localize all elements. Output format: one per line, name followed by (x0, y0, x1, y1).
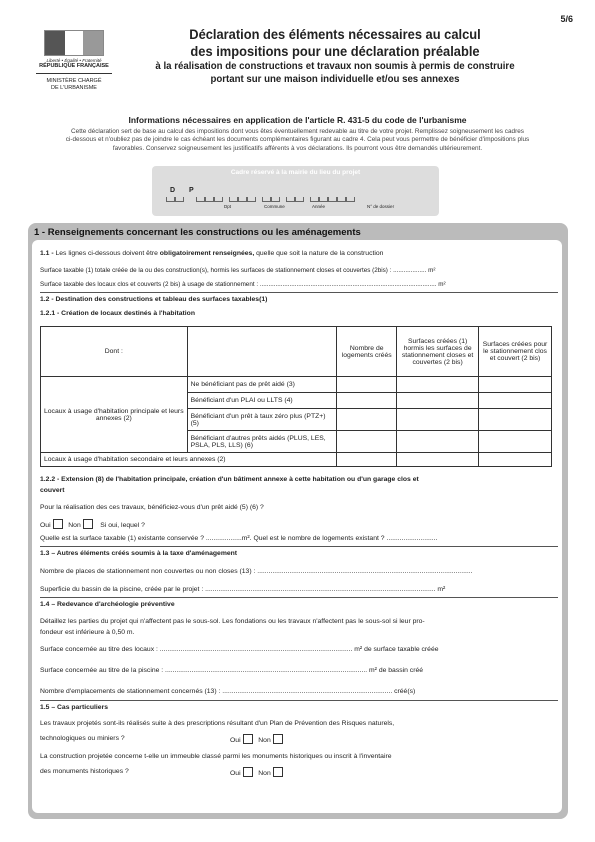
s122-heading-2: couvert (40, 487, 65, 494)
dossier-number-field[interactable] (166, 197, 355, 202)
table-col-surfaces: Surfaces créées (1) hormis les surfaces de stationnement closes et couvertes (2 bis) (397, 327, 479, 377)
title-line-1: Déclaration des éléments nécessaires au calcul (189, 26, 481, 42)
s122-answer: Oui Non Si oui, lequel ? (40, 519, 145, 529)
title-line-2: des impositions pour une déclaration préalable (190, 43, 480, 59)
table-cell-input[interactable] (479, 431, 552, 453)
section-1-body (32, 240, 562, 813)
marianne-icon (44, 30, 104, 56)
logo-ministry-1: MINISTÈRE CHARGÉ (46, 78, 102, 84)
habitation-table (40, 326, 552, 467)
s11-line: 1.1 - Les lignes ci-dessous doivent être obligatoirement renseignées, quelle que soit la nature de la construction (40, 250, 384, 257)
s122-question: Pour la réalisation des ces travaux, bénéficiez-vous d'un prêt aidé (5) (6) ? (40, 504, 264, 511)
s122-non-checkbox[interactable] (83, 519, 93, 529)
table-cell-input[interactable] (337, 393, 397, 409)
s13-stationnement[interactable]: Nombre de places de stationnement non couvertes ou non closes (13) : .................................................................................................................. (40, 568, 473, 575)
table-col-logements: Nombre de logements créés (337, 327, 397, 377)
s14-heading: 1.4 – Redevance d'archéologie préventive (40, 601, 175, 608)
table-cell-input[interactable] (479, 377, 552, 393)
page-title (125, 26, 545, 86)
table-row-3-label: Bénéficiant d'un prêt à taux zéro plus (PTZ+) (5) (187, 409, 337, 431)
s14-paragraph-2: fondeur est inférieure à 0,50 m. (40, 629, 135, 636)
s15-q2-b: des monuments historiques ? (40, 768, 129, 775)
logo-motto: Liberté • Égalité • Fraternité (46, 58, 102, 63)
title-line-3: à la réalisation de constructions et travaux non soumis à permis de construire (155, 60, 515, 72)
s15-q1-a: Les travaux projetés sont-ils réalisés suite à des prescriptions résultant d'un Plan de Prévention des Risques naturels, (40, 720, 395, 727)
table-col-stationnement: Surfaces créées pour le stationnement clos et couvert (2 bis) (479, 327, 552, 377)
table-cell-input[interactable] (397, 453, 479, 467)
info-text (36, 128, 559, 153)
table-cell-input[interactable] (337, 377, 397, 393)
s15-q2-oui-checkbox[interactable] (243, 767, 253, 777)
republic-logo (28, 30, 120, 92)
cadre-dp: D P (170, 187, 200, 194)
logo-ministry-2: DE L'URBANISME (51, 85, 97, 91)
table-row-1-label: Ne bénéficiant pas de prêt aidé (3) (187, 377, 337, 393)
s11-surface-stationnement[interactable]: Surface taxable des locaux clos et couverts (2 bis) à usage de stationnement : ..................................................................................................... m² (40, 281, 446, 288)
table-cell-input[interactable] (397, 431, 479, 453)
cadre-label-commune: Commune (264, 204, 285, 209)
table-cell-input[interactable] (479, 409, 552, 431)
s14-stationnement[interactable]: Nombre d'emplacements de stationnement concernés (13) : .......................................................................................... créé(s) (40, 688, 416, 695)
table-row-5-label: Locaux à usage d'habitation secondaire et leurs annexes (2) (41, 453, 337, 467)
table-cell-input[interactable] (479, 453, 552, 467)
table-dont: Dont : (41, 327, 188, 377)
info-title: Informations nécessaires en application de l'article R. 431-5 du code de l'urbanisme (128, 115, 467, 125)
s14-piscine[interactable]: Surface concernée au titre de la piscine : ........................................................................................................... m² de bassin créé (40, 667, 424, 674)
table-cell-input[interactable] (397, 377, 479, 393)
s15-q2-non-checkbox[interactable] (273, 767, 283, 777)
info-line-2: ci-dessous et n'oubliez pas de joindre le cas échéant les documents complémentaires figurant au cadre 4. Cela peut vous permettre de bénéficier d'impositions plus (65, 136, 530, 144)
table-cell-input[interactable] (397, 393, 479, 409)
cadre-label-dpt: Dpt (224, 204, 232, 209)
s15-q2-answer: Oui Non (230, 767, 283, 777)
table-cell-input[interactable] (397, 409, 479, 431)
s15-heading: 1.5 – Cas particuliers (40, 704, 109, 711)
s15-q1-oui-checkbox[interactable] (243, 734, 253, 744)
s122-surface[interactable]: Quelle est la surface taxable (1) existante conservée ? ...................m². Quel est le nombre de logements existant ? ........................... (40, 535, 438, 542)
cadre-label-dossier: N° de dossier (367, 204, 395, 209)
s12-heading: 1.2 - Destination des constructions et tableau des surfaces taxables(1) (40, 296, 268, 303)
s15-q1-non-checkbox[interactable] (273, 734, 283, 744)
s15-q1-answer: Oui Non (230, 734, 283, 744)
s14-locaux[interactable]: Surface concernée au titre des locaux : ...................................................................................................... m² de surface taxable créée (40, 646, 439, 653)
table-row-2-label: Bénéficiant d'un PLAI ou LLTS (4) (187, 393, 337, 409)
logo-republic: RÉPUBLIQUE FRANÇAISE (39, 63, 109, 69)
section-1-heading: 1 - Renseignements concernant les constructions ou les aménagements (34, 227, 361, 238)
s15-q1-b: technologiques ou miniers ? (40, 735, 125, 742)
s121-heading: 1.2.1 - Création de locaux destinés à l'habitation (40, 310, 195, 317)
table-cell-input[interactable] (337, 453, 397, 467)
section-1 (28, 223, 568, 819)
table-cell-input[interactable] (479, 393, 552, 409)
title-line-4: portant sur une maison individuelle et/ou ses annexes (210, 73, 460, 85)
mairie-reserved-box (152, 166, 439, 216)
table-cell-input[interactable] (337, 431, 397, 453)
cadre-title: Cadre réservé à la mairie du lieu du projet (230, 169, 361, 176)
s11-surface-total[interactable]: Surface taxable (1) totale créée de la ou des construction(s), hormis les surfaces de stationnement closes et couvertes (2bis) : ................... m² (40, 267, 436, 274)
s13-heading: 1.3 – Autres éléments créés soumis à la taxe d'aménagement (40, 550, 238, 557)
table-group-principale: Locaux à usage d'habitation principale et leurs annexes (2) (41, 377, 188, 453)
table-cell-input[interactable] (337, 409, 397, 431)
s14-paragraph-1: Détaillez les parties du projet qui n'affectent pas le sous-sol. Les fondations ou les travaux n'affectent pas le sous-sol si leur pro- (40, 618, 425, 625)
info-line-3: favorables. Conservez soigneusement les justificatifs afférents à vos déclarations. Ils pourront vous être demandés ultérieurement. (112, 144, 483, 152)
cadre-label-annee: Année (312, 204, 326, 209)
page-number: 5/6 (560, 14, 573, 24)
s122-heading-1: 1.2.2 - Extension (8) de l'habitation principale, création d'un bâtiment annexe à cette habitation ou d'un garage clos et (40, 476, 419, 483)
s122-oui-checkbox[interactable] (53, 519, 63, 529)
info-line-1: Cette déclaration sert de base au calcul des impositions dont vous êtes éventuellement redevable au titre de votre projet. Remplissez soigneusement les cadres (71, 128, 524, 135)
table-row-4-label: Bénéficiant d'autres prêts aidés (PLUS, LES, PSLA, PLS, LLS) (6) (187, 431, 337, 453)
s13-piscine[interactable]: Superficie du bassin de la piscine, créée par le projet : .......................................................................................................................... m² (40, 586, 446, 593)
s15-q2-a: La construction projetée concerne t-elle un immeuble classé parmi les monuments historiques ou inscrit à l'inventaire (40, 753, 392, 760)
